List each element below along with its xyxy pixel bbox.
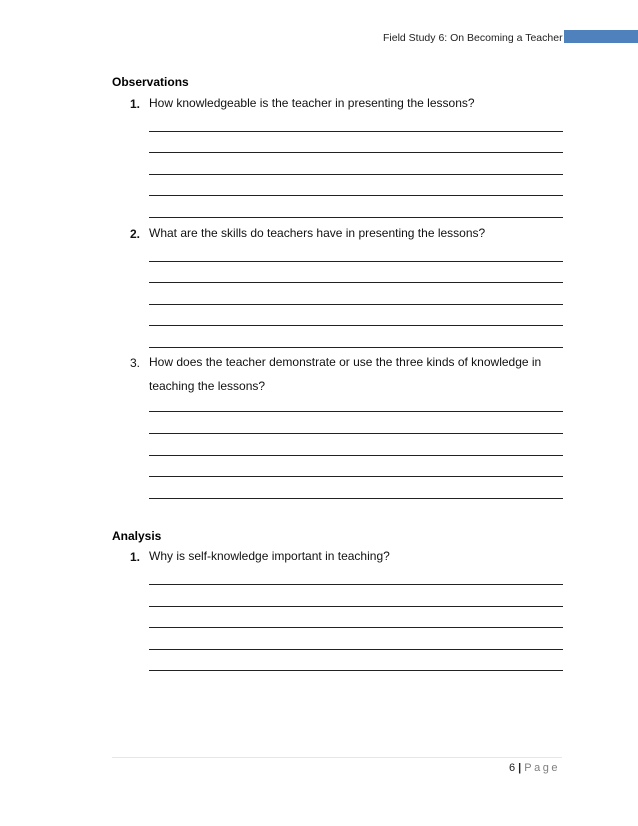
question-text: What are the skills do teachers have in presenting the lessons? xyxy=(149,226,486,240)
footer-separator: | xyxy=(518,762,522,774)
question-text: Why is self-knowledge important in teaching? xyxy=(149,549,390,563)
answer-line[interactable] xyxy=(149,606,563,607)
question-number: 3. xyxy=(130,356,141,370)
answer-line[interactable] xyxy=(149,455,563,456)
answer-line[interactable] xyxy=(149,195,563,196)
answer-line[interactable] xyxy=(149,411,563,412)
footer-divider xyxy=(112,757,562,758)
page-number: 6 xyxy=(508,762,516,774)
answer-line[interactable] xyxy=(149,433,563,434)
answer-line[interactable] xyxy=(149,627,563,628)
header-accent-bar xyxy=(564,30,638,43)
answer-line[interactable] xyxy=(149,131,563,132)
page-footer xyxy=(509,762,560,774)
answer-line[interactable] xyxy=(149,174,563,175)
answer-line[interactable] xyxy=(149,347,563,348)
question-number: 1. xyxy=(130,97,141,111)
question-text: How does the teacher demonstrate or use the three kinds of knowledge in teaching the lessons? xyxy=(149,355,542,393)
answer-line[interactable] xyxy=(149,649,563,650)
answer-line[interactable] xyxy=(149,304,563,305)
question-number: 1. xyxy=(130,550,141,564)
running-header: Field Study 6: On Becoming a Teacher xyxy=(383,32,563,44)
answer-line[interactable] xyxy=(149,152,563,153)
answer-line[interactable] xyxy=(149,261,563,262)
observations-heading: Observations xyxy=(112,75,189,89)
answer-line[interactable] xyxy=(149,670,563,671)
answer-line[interactable] xyxy=(149,325,563,326)
answer-line[interactable] xyxy=(149,476,563,477)
question-text: How knowledgeable is the teacher in presenting the lessons? xyxy=(149,96,475,110)
question-number: 2. xyxy=(130,227,141,241)
page-label: Page xyxy=(524,762,560,774)
answer-line[interactable] xyxy=(149,217,563,218)
answer-line[interactable] xyxy=(149,498,563,499)
analysis-heading: Analysis xyxy=(112,529,162,543)
answer-line[interactable] xyxy=(149,282,563,283)
answer-line[interactable] xyxy=(149,584,563,585)
